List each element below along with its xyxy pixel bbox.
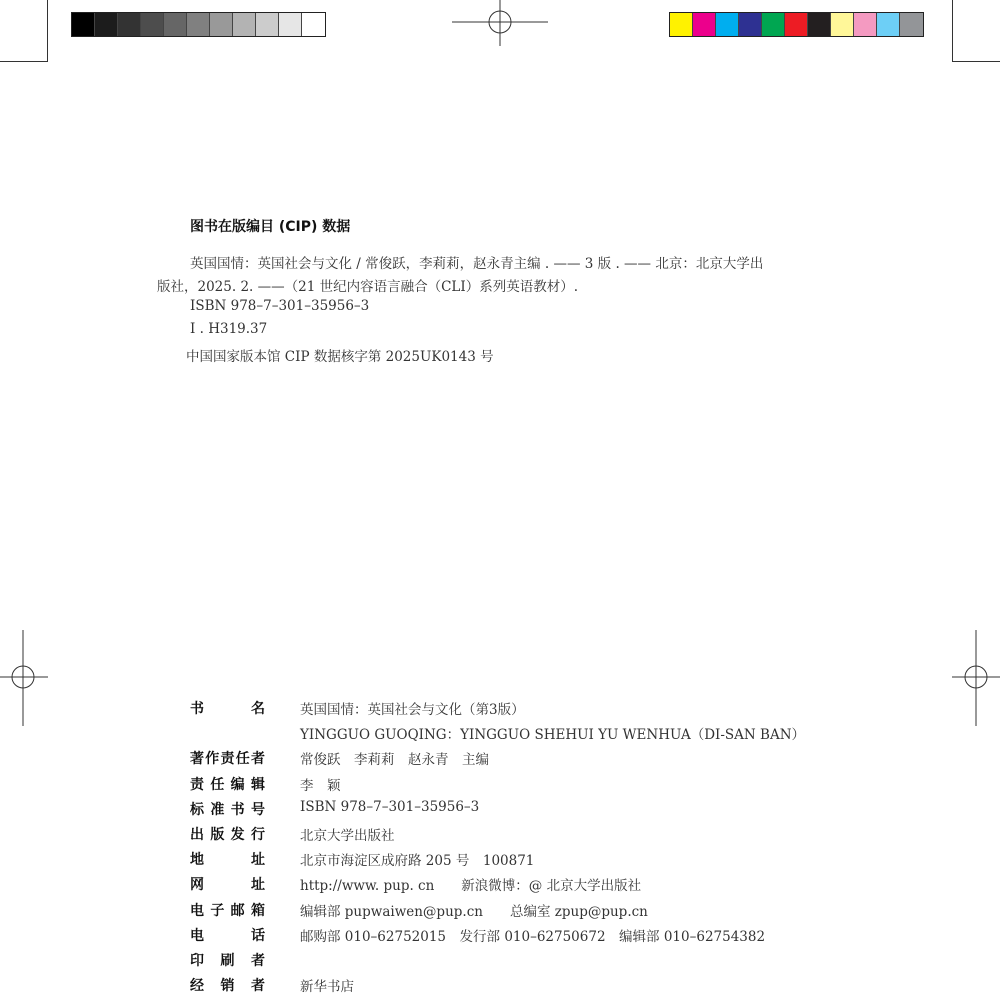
gray-swatch bbox=[95, 13, 118, 36]
info-label: 出 版 发 行 bbox=[190, 827, 265, 843]
info-value: 北京市海淀区成府路 205 号 100871 bbox=[300, 853, 535, 870]
gray-swatch bbox=[141, 13, 164, 36]
gray-swatch bbox=[164, 13, 187, 36]
gray-swatch bbox=[302, 13, 325, 36]
registration-mark-right bbox=[952, 630, 1000, 726]
info-value: 常俊跃 李莉莉 赵永青 主编 bbox=[300, 752, 489, 769]
info-label: 责 任 编 辑 bbox=[190, 776, 265, 793]
info-label: 印 刷 者 bbox=[190, 953, 265, 969]
color-swatch bbox=[831, 13, 854, 36]
cip-classification: Ⅰ . H319.37 bbox=[190, 321, 268, 337]
info-label: 书 名 bbox=[190, 701, 265, 717]
gray-swatch bbox=[279, 13, 302, 36]
cip-isbn: ISBN 978–7–301–35956–3 bbox=[190, 298, 370, 314]
crop-mark-top-left-vertical bbox=[47, 0, 48, 62]
info-label: 电 话 bbox=[190, 927, 265, 944]
gray-swatch bbox=[233, 13, 256, 36]
gray-swatch bbox=[72, 13, 95, 36]
info-value: 编辑部 pupwaiwen@pup.cn 总编室 zpup@pup.cn bbox=[300, 903, 648, 920]
info-value: 北京大学出版社 bbox=[300, 828, 395, 844]
info-value: ISBN 978–7–301–35956–3 bbox=[300, 798, 480, 815]
info-label: 著 作 责 任 者 bbox=[190, 751, 265, 768]
info-value: 新华书店 bbox=[300, 979, 354, 996]
process-color-bar bbox=[669, 12, 924, 37]
gray-swatch bbox=[210, 13, 233, 36]
color-swatch bbox=[716, 13, 739, 36]
color-swatch bbox=[739, 13, 762, 36]
gray-swatch bbox=[187, 13, 210, 36]
cip-title: 图书在版编目 (CIP) 数据 bbox=[190, 219, 351, 235]
gray-swatch bbox=[118, 13, 141, 36]
color-swatch bbox=[900, 13, 923, 36]
color-swatch bbox=[785, 13, 808, 36]
color-swatch bbox=[762, 13, 785, 36]
info-label: 电 子 邮 箱 bbox=[190, 902, 265, 919]
info-label: 网 址 bbox=[190, 877, 265, 894]
info-value: 邮购部 010–62752015 发行部 010–62750672 编辑部 010–62754382 bbox=[300, 928, 766, 945]
info-label: 标 准 书 号 bbox=[190, 801, 265, 818]
gray-swatch bbox=[256, 13, 279, 36]
color-swatch bbox=[670, 13, 693, 36]
registration-mark-left bbox=[0, 630, 48, 726]
info-value: YINGGUO GUOQING：YINGGUO SHEHUI YU WENHUA（DI-SAN BAN） bbox=[300, 727, 806, 744]
color-swatch bbox=[693, 13, 716, 36]
info-value: http://www. pup. cn 新浪微博：@ 北京大学出版社 bbox=[300, 878, 642, 895]
info-value: 英国国情：英国社会与文化（第3版） bbox=[300, 702, 525, 718]
cip-entry-line2: 版社，2025. 2. ——（21 世纪内容语言融合（CLI）系列英语教材）. bbox=[157, 279, 578, 295]
crop-mark-top-left-horizontal bbox=[0, 61, 48, 62]
crop-mark-top-right-vertical bbox=[952, 0, 953, 62]
cip-record-number: 中国国家版本馆 CIP 数据核字第 2025UK0143 号 bbox=[186, 349, 494, 365]
registration-mark-top bbox=[452, 0, 548, 48]
crop-mark-top-right-horizontal bbox=[952, 61, 1000, 62]
info-value: 李 颖 bbox=[300, 777, 341, 794]
color-swatch bbox=[808, 13, 831, 36]
grayscale-color-bar bbox=[71, 12, 326, 37]
color-swatch bbox=[877, 13, 900, 36]
color-swatch bbox=[854, 13, 877, 36]
cip-entry-line1: 英国国情：英国社会与文化 / 常俊跃，李莉莉，赵永青主编 . —— 3 版 . —— 北京：北京大学出 bbox=[190, 256, 764, 272]
info-label: 地 址 bbox=[190, 852, 265, 869]
info-label: 经 销 者 bbox=[190, 978, 265, 995]
